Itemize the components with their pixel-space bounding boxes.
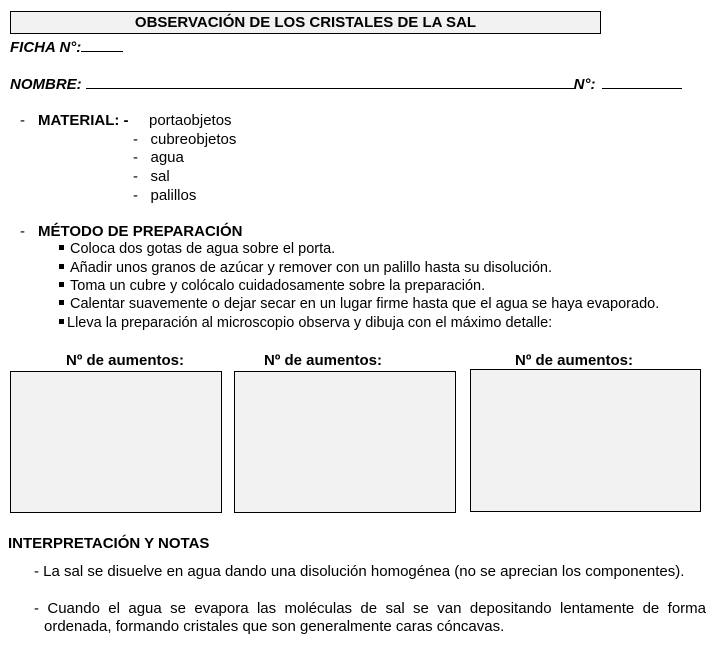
drawing-box[interactable] bbox=[234, 371, 456, 513]
ficha-blank[interactable] bbox=[81, 51, 123, 52]
metodo-step: Toma un cubre y colócalo cuidadosamente sobre la preparación. bbox=[59, 278, 485, 294]
drawing-box[interactable] bbox=[470, 369, 701, 512]
bullet-icon bbox=[59, 264, 64, 269]
interpretacion-note: - La sal se disuelve en agua dando una disolución homogénea (no se aprecian los componentes). bbox=[34, 563, 685, 580]
material-label: MATERIAL: - bbox=[38, 112, 129, 129]
material-item: - palillos bbox=[133, 187, 197, 204]
metodo-step: Añadir unos granos de azúcar y remover con un palillo hasta su disolución. bbox=[59, 260, 552, 276]
drawing-box[interactable] bbox=[10, 371, 222, 513]
page-title: OBSERVACIÓN DE LOS CRISTALES DE LA SAL bbox=[10, 11, 601, 34]
metodo-dash: - bbox=[20, 223, 25, 240]
ficha-label: FICHA N°: bbox=[10, 39, 82, 56]
bullet-icon bbox=[59, 300, 64, 305]
material-dash: - bbox=[20, 112, 25, 129]
material-item: portaobjetos bbox=[149, 112, 232, 129]
material-item: - cubreobjetos bbox=[133, 131, 237, 148]
bullet-icon bbox=[59, 319, 64, 324]
interpretacion-heading: INTERPRETACIÓN Y NOTAS bbox=[8, 535, 210, 552]
metodo-step: Coloca dos gotas de agua sobre el porta. bbox=[59, 241, 335, 257]
nombre-field bbox=[10, 76, 682, 93]
ficha-field bbox=[10, 39, 123, 56]
numero-label: N°: bbox=[573, 76, 596, 93]
material-item: - sal bbox=[133, 168, 170, 185]
bullet-icon bbox=[59, 245, 64, 250]
metodo-step: Lleva la preparación al microscopio observa y dibuja con el máximo detalle: bbox=[59, 315, 552, 331]
interpretacion-note: - Cuando el agua se evapora las moléculas de sal se van depositando lentamente de forma ordenada, formando cristales que son generalmente caras cóncavas. bbox=[34, 600, 706, 635]
nombre-blank[interactable] bbox=[86, 88, 574, 89]
material-item: - agua bbox=[133, 149, 184, 166]
metodo-label: MÉTODO DE PREPARACIÓN bbox=[38, 223, 243, 240]
aumentos-label: Nº de aumentos: bbox=[66, 352, 184, 369]
nombre-label: NOMBRE: bbox=[10, 76, 82, 93]
aumentos-label: Nº de aumentos: bbox=[515, 352, 633, 369]
numero-blank[interactable] bbox=[602, 88, 682, 89]
aumentos-label: Nº de aumentos: bbox=[264, 352, 382, 369]
bullet-icon bbox=[59, 282, 64, 287]
metodo-step: Calentar suavemente o dejar secar en un lugar firme hasta que el agua se haya evaporado. bbox=[59, 296, 659, 312]
